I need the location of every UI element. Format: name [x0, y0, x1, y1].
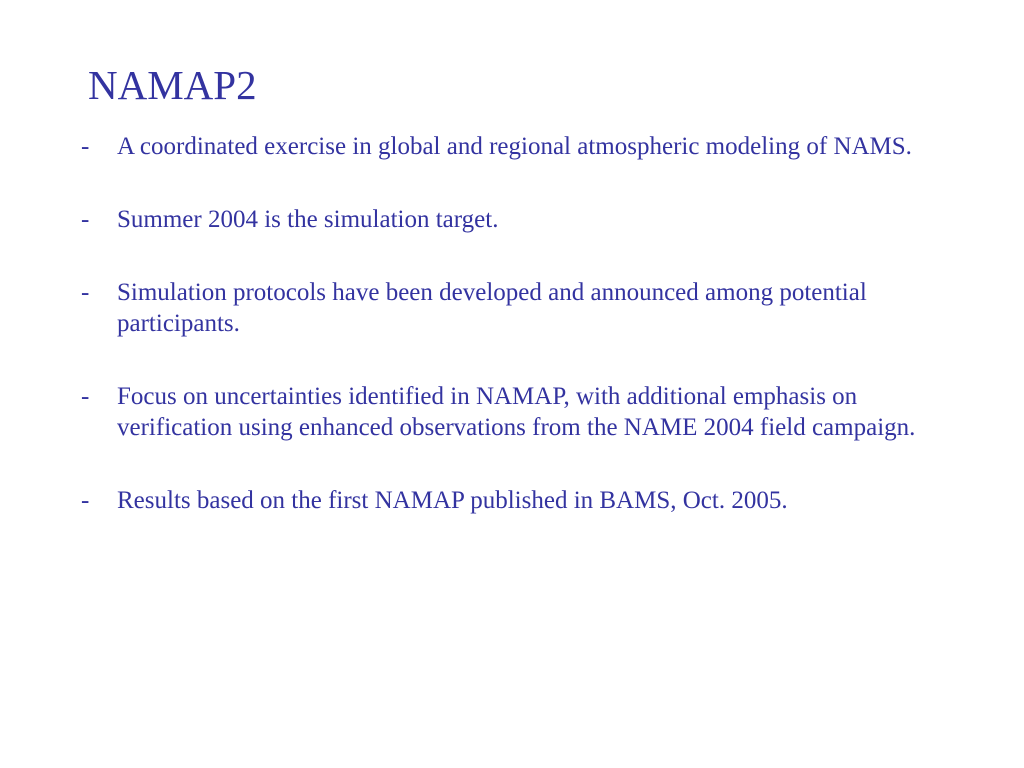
bullet-list: [76, 131, 946, 558]
slide-title: NAMAP2: [88, 62, 257, 108]
bullet-marker: -: [81, 279, 90, 306]
bullet-text: A coordinated exercise in global and regional atmospheric modeling of NAMS.: [117, 133, 912, 160]
bullet-marker: -: [81, 487, 90, 514]
bullet-item: [76, 277, 946, 339]
bullet-marker: -: [81, 383, 90, 410]
bullet-text: Results based on the first NAMAP published in BAMS, Oct. 2005.: [117, 487, 788, 514]
bullet-text: Summer 2004 is the simulation target.: [117, 206, 499, 233]
bullet-marker: -: [81, 206, 90, 233]
bullet-item: [76, 204, 946, 235]
bullet-item: [76, 131, 946, 162]
bullet-marker: -: [81, 133, 90, 160]
bullet-text: Simulation protocols have been developed and announced among potential participants.: [117, 279, 867, 337]
bullet-text: Focus on uncertainties identified in NAMAP, with additional emphasis on verification using enhanced observations from the NAME 2004 field campaign.: [117, 383, 916, 441]
bullet-item: [76, 381, 946, 443]
bullet-item: [76, 485, 946, 516]
